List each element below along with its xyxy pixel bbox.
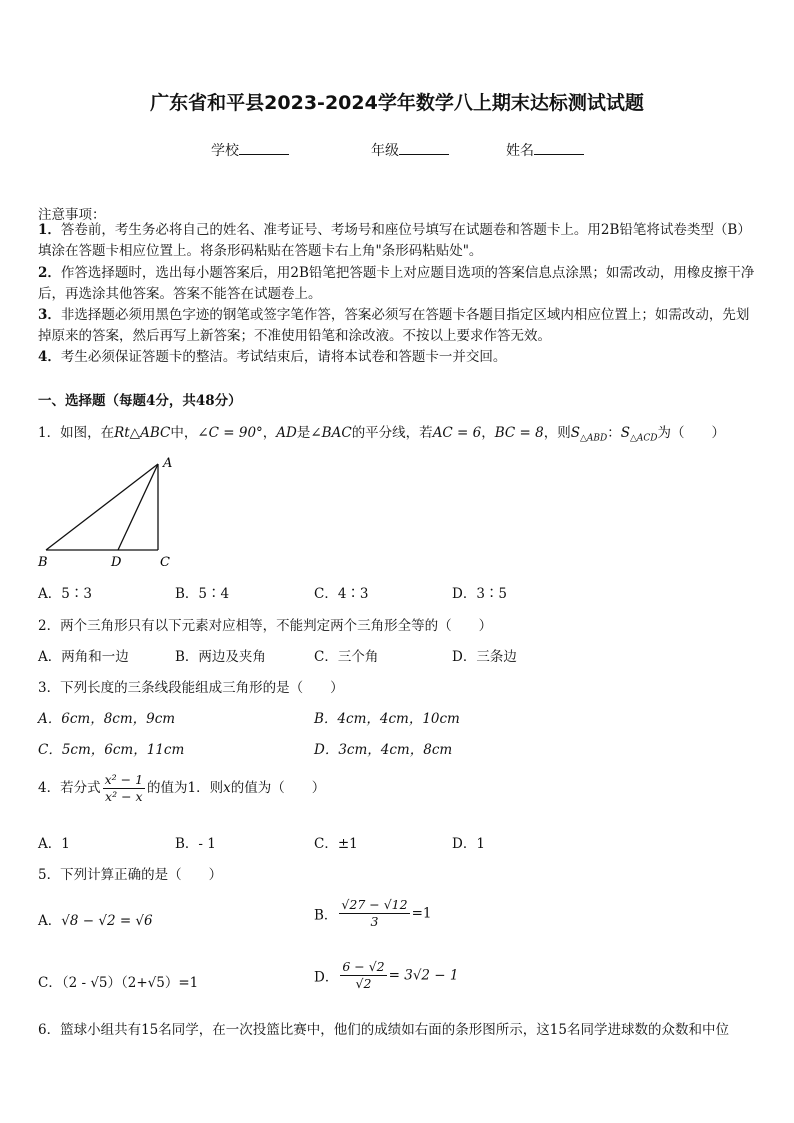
vertex-label-d: D	[111, 555, 122, 570]
q2-option-d: D．三条边	[452, 649, 517, 665]
question-6: 6．篮球小组共有15名同学，在一次投篮比赛中，他们的成绩如右面的条形图所示，这15名同学进球数的众数和中位	[38, 1022, 729, 1038]
question-1: 1．如图，在Rt△ABC中，∠C = 90°，AD是∠BAC的平分线，若AC = 6，BC = 8，则$S_{\triangle ABD}$：$S_{\triangle ACD}$为（ ）	[38, 425, 726, 444]
triangle-figure	[36, 452, 186, 572]
grade-blank	[399, 142, 449, 155]
school-label: 学校	[211, 143, 239, 159]
q5-option-c: C．（2 - √5）（2+√5）=1	[38, 975, 199, 991]
q4-option-b: B．- 1	[175, 836, 216, 852]
name-blank	[534, 142, 584, 155]
grade-field	[371, 140, 449, 160]
q5-option-b: B． $\frac{√27 - √12}{3}$ =1	[314, 897, 432, 929]
q1-option-a: A．5∶3	[38, 586, 92, 602]
q4-option-d: D．1	[452, 836, 485, 852]
question-3: 3．下列长度的三条线段能组成三角形的是（ ）	[38, 680, 344, 696]
grade-label: 年级	[371, 143, 399, 159]
school-blank	[239, 142, 289, 155]
question-5: 5．下列计算正确的是（ ）	[38, 867, 223, 883]
section-heading: 一、选择题（每题4分，共48分）	[38, 393, 242, 409]
segment-ad	[118, 464, 158, 550]
vertex-label-c: C	[160, 555, 170, 570]
q2-option-b: B．两边及夹角	[175, 649, 266, 665]
name-label: 姓名	[506, 143, 534, 159]
question-4: 4．若分式 $\frac{\text{x² − 1}}{\text{x² − x}}$ 的值为1．则x的值为（ ）	[38, 772, 326, 804]
q1-option-b: B．5∶4	[175, 586, 230, 602]
page-title: 广东省和平县2023-2024学年数学八上期末达标测试试题	[150, 92, 644, 114]
name-field	[506, 140, 584, 160]
q5-option-a: A．√8 − √2 = √6	[38, 913, 153, 929]
q2-option-c: C．三个角	[314, 649, 379, 665]
q3-option-b: B．4cm，4cm，10cm	[314, 711, 460, 727]
q1-option-d: D．3∶5	[452, 586, 508, 602]
q4-option-a: A．1	[38, 836, 70, 852]
q4-option-c: C．±1	[314, 836, 358, 852]
q5-option-d: D． $\frac{6 - √2}{√2}$ = 3√2 − 1	[314, 959, 459, 991]
note-4: 4．考生必须保证答题卡的整洁。考试结束后，请将本试卷和答题卡一并交回。	[38, 349, 507, 365]
q3-option-c: C．5cm，6cm，11cm	[38, 742, 185, 758]
q3-option-d: D．3cm，4cm，8cm	[314, 742, 453, 758]
q3-option-a: A．6cm，8cm，9cm	[38, 711, 176, 727]
vertex-label-a: A	[163, 456, 173, 471]
note-2: 2．作答选择题时，选出每小题答案后，用2B铅笔把答题卡上对应题目选项的答案信息点涂黑；如需改动，用橡皮擦干净后，再选涂其他答案。答案不能答在试题卷上。	[38, 265, 755, 302]
question-2: 2．两个三角形只有以下元素对应相等，不能判定两个三角形全等的（ ）	[38, 618, 493, 634]
q1-option-c: C．4∶3	[314, 586, 369, 602]
note-1: 1．答卷前，考生务必将自己的姓名、准考证号、考场号和座位号填写在试题卷和答题卡上。用2B铅笔将试卷类型（B）填涂在答题卡相应位置上。将条形码粘贴在答题卡右上角"条形码粘贴处"。	[38, 222, 751, 259]
q4-fraction: $\frac{\text{x² − 1}}{\text{x² − x}}$	[104, 772, 144, 804]
notes-heading: 注意事项：	[38, 207, 106, 223]
school-field	[211, 140, 289, 160]
note-3: 3．非选择题必须用黑色字迹的钢笔或签字笔作答，答案必须写在答题卡各题目指定区域内相应位置上；如需改动，先划掉原来的答案，然后再写上新答案；不准使用铅笔和涂改液。不按以上要求作答无效。	[38, 307, 750, 344]
segment-ab	[46, 464, 158, 550]
q2-option-a: A．两角和一边	[38, 649, 129, 665]
vertex-label-b: B	[38, 555, 48, 570]
